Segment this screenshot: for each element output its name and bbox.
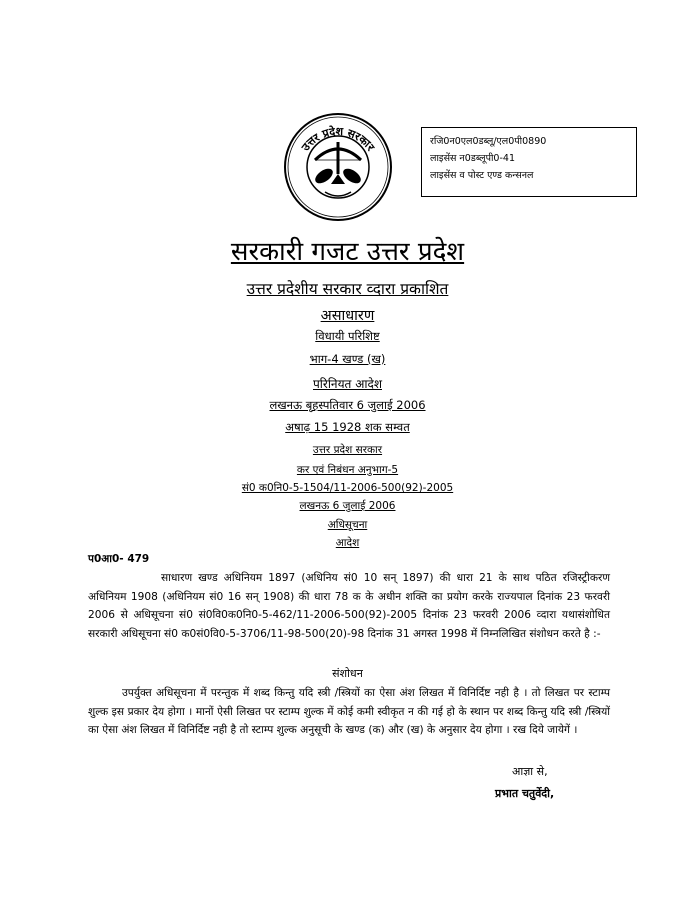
amendment-paragraph: उपर्युक्त अधिसूचना में परन्तुक में शब्द किन्तु यदि स्त्री /स्त्रियों का ऐसा अंश लिखत में विनिर्दिष्ट नही है । तो लिखत पर स्टाम्प शुल्क इस प्रकार देय होगा । मानों ऐसी लिखत पर स्टाम्प शुल्क में कोई कमी स्वीकृत न की गई हो के स्थान पर शब्द किन्तु यदि स्त्री /स्त्रियों का ऐसा अंश लिखत में विनिर्दिष्ट नही है तो स्टाम्प शुल्क अनुसूची के खण्ड (क) और (ख) के अनुसार देय होगा । रख दिये जायेगें । [88, 687, 610, 736]
postal-license: लाइसेंस व पोस्ट एण्ड कन्सनल [430, 170, 534, 181]
registration-box [421, 127, 637, 197]
date-line: लखनऊ बृहस्पतिवार 6 जुलाई 2006 [269, 398, 426, 412]
department-label: कर एवं निबंधन अनुभाग-5 [296, 464, 399, 476]
uttar-pradesh-emblem-icon [283, 112, 393, 222]
signatory-name: प्रभात चतुर्वेदी, [495, 787, 555, 800]
by-order-text: आज्ञा से, [512, 765, 548, 778]
supplement-label: विधायी परिशिष्ट [315, 329, 380, 343]
part-label: भाग-4 खण्ड (ख) [309, 352, 386, 366]
extraordinary-label: असाधारण [320, 308, 375, 324]
registration-number: रजि0न0एल0डब्लू/एल0पी0890 [430, 136, 547, 147]
notification-label: अधिसूचना [327, 519, 368, 531]
govt-label: उत्तर प्रदेश सरकार [312, 444, 383, 456]
license-number: लाइसेंस न0डब्लूपी0-41 [430, 153, 515, 164]
place-date: लखनऊ 6 जुलाई 2006 [299, 500, 396, 512]
order-label: आदेश [335, 537, 360, 549]
order-paragraph: साधारण खण्ड अधिनियम 1897 (अधिनिय सं0 10 सन् 1897) की धारा 21 के साथ पठित रजिस्ट्रीकरण अधिनियम 1908 (अधिनियम सं0 16 सन् 1908) की धारा 78 क के अधीन शक्ति का प्रयोग करके राज्यपाल दिनांक 23 फरवरी 2006 से अधिसूचना सं0 सं0वि0क0नि0-5-462/11-2006-500(92)-2005 दिनांक 23 फरवरी 2006 व्दारा यथासंशोधित सरकारी अधिसूचना सं0 क0सं0वि0-5-3706/11-98-500(20)-98 दिनांक 31 अगस्त 1998 में निम्नलिखित संशोधन करते है :- [88, 572, 610, 640]
reference-number: प0आ0- 479 [88, 553, 150, 565]
order-number: सं0 क0नि0-5-1504/11-2006-500(92)-2005 [241, 482, 454, 494]
gazette-subtitle: उत्तर प्रदेशीय सरकार व्दारा प्रकाशित [246, 280, 449, 298]
amendment-heading: संशोधन [332, 667, 363, 680]
gazette-title: सरकारी गजट उत्तर प्रदेश [230, 237, 465, 267]
emblem-ring-text: उत्तर प्रदेश सरकार [299, 124, 378, 154]
order-type-label: परिनियत आदेश [312, 377, 382, 391]
samvat-line: अषाढ़ 15 1928 शक सम्वत [285, 420, 410, 434]
